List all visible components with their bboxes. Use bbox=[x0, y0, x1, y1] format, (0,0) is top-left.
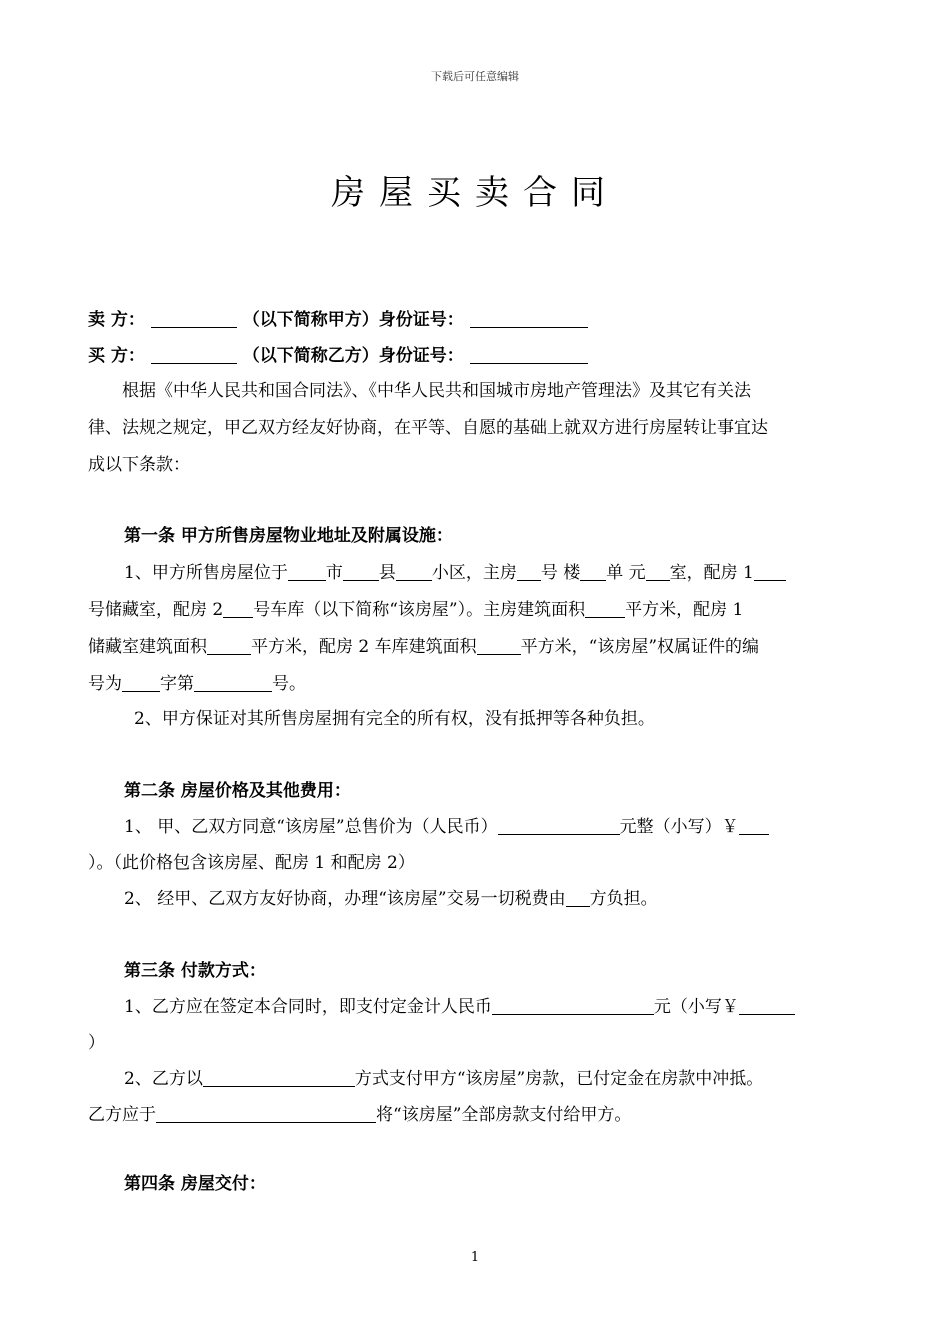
text: 字第 bbox=[160, 674, 194, 694]
text: 号为 bbox=[88, 674, 122, 694]
page-number: 1 bbox=[470, 1250, 480, 1265]
article3-para1-line1 bbox=[124, 995, 795, 1019]
community-blank[interactable] bbox=[396, 562, 432, 581]
text: 平方米，“该房屋”权属证件的编 bbox=[520, 637, 760, 657]
buyer-mid: （以下简称乙方）身份证号： bbox=[242, 346, 464, 366]
text: 1、甲方所售房屋位于 bbox=[124, 563, 288, 583]
price-number-blank[interactable] bbox=[739, 816, 769, 835]
building-blank[interactable] bbox=[517, 562, 541, 581]
main-area-blank[interactable] bbox=[585, 599, 625, 618]
seller-mid: （以下简称甲方）身份证号： bbox=[242, 310, 464, 330]
cert-number-blank[interactable] bbox=[194, 673, 272, 692]
storage-number-blank[interactable] bbox=[754, 562, 786, 581]
header-note: 下载后可任意编辑 bbox=[431, 70, 519, 83]
document-title: 房屋买卖合同 bbox=[331, 173, 619, 213]
article1-para1-line4 bbox=[88, 672, 306, 696]
text: 1、乙方应在签定本合同时，即支付定金计人民币 bbox=[124, 997, 492, 1017]
article1-para1-line1 bbox=[124, 561, 786, 585]
text: 号 楼 bbox=[540, 563, 581, 583]
article4-heading: 第四条 房屋交付： bbox=[124, 1174, 266, 1194]
deposit-number-blank[interactable] bbox=[739, 996, 795, 1015]
text: 将“该房屋”全部房款支付给甲方。 bbox=[376, 1105, 632, 1125]
seller-name-blank[interactable] bbox=[151, 309, 237, 328]
payment-date-blank[interactable] bbox=[156, 1104, 376, 1123]
text: 单 元 bbox=[606, 563, 646, 583]
text: 平方米，配房 1 bbox=[625, 600, 744, 620]
storage-area-blank[interactable] bbox=[207, 636, 251, 655]
buyer-id-blank[interactable] bbox=[470, 345, 588, 364]
article3-para1-line2: ） bbox=[88, 1033, 105, 1053]
payment-method-blank[interactable] bbox=[203, 1068, 355, 1087]
intro-line-3: 成以下条款： bbox=[88, 455, 190, 475]
article1-item2: 2、甲方保证对其所售房屋拥有完全的所有权，没有抵押等各种负担。 bbox=[134, 709, 655, 729]
deposit-words-blank[interactable] bbox=[492, 996, 654, 1015]
text: 小区，主房 bbox=[431, 563, 517, 583]
seller-label: 卖 方： bbox=[88, 310, 145, 330]
article1-heading: 第一条 甲方所售房屋物业地址及附属设施： bbox=[124, 526, 453, 546]
tax-party-blank[interactable] bbox=[566, 888, 590, 907]
text: 2、乙方以 bbox=[124, 1069, 203, 1089]
buyer-line bbox=[88, 344, 588, 368]
text: 室，配房 1 bbox=[669, 563, 754, 583]
text: 1、 甲、乙双方同意“该房屋”总售价为（人民币） bbox=[124, 817, 498, 837]
text: 元（小写￥ bbox=[653, 997, 739, 1017]
text: 号。 bbox=[272, 674, 306, 694]
article2-para2 bbox=[124, 887, 658, 911]
intro-line-1: 根据《中华人民共和国合同法》、《中华人民共和国城市房地产管理法》及其它有关法 bbox=[122, 381, 751, 401]
article3-para2-line1 bbox=[124, 1067, 763, 1091]
article3-heading: 第三条 付款方式： bbox=[124, 961, 266, 981]
city-blank[interactable] bbox=[288, 562, 326, 581]
text: 储藏室建筑面积 bbox=[88, 637, 207, 657]
price-words-blank[interactable] bbox=[498, 816, 620, 835]
text: 乙方应于 bbox=[88, 1105, 156, 1125]
text: 市 bbox=[325, 563, 343, 583]
unit-blank[interactable] bbox=[580, 562, 606, 581]
article1-para1-line3 bbox=[88, 635, 759, 659]
article1-para1-line2 bbox=[88, 598, 743, 622]
text: 2、 经甲、乙双方友好协商，办理“该房屋”交易一切税费由 bbox=[124, 889, 566, 909]
room-blank[interactable] bbox=[646, 562, 670, 581]
cert-prefix-blank[interactable] bbox=[122, 673, 160, 692]
county-blank[interactable] bbox=[343, 562, 379, 581]
text: 号储藏室，配房 2 bbox=[88, 600, 224, 620]
text: 平方米，配房 2 车库建筑面积 bbox=[251, 637, 477, 657]
seller-line bbox=[88, 308, 588, 332]
text: 方负担。 bbox=[589, 889, 658, 909]
text: 号车库（以下简称“该房屋”）。主房建筑面积 bbox=[253, 600, 586, 620]
article3-para2-line2 bbox=[88, 1103, 631, 1127]
garage-number-blank[interactable] bbox=[223, 599, 253, 618]
text: 方式支付甲方“该房屋”房款，已付定金在房款中冲抵。 bbox=[354, 1069, 764, 1089]
article2-para1-line2: ）。（此价格包含该房屋、配房 1 和配房 2） bbox=[88, 853, 415, 873]
text: 县 bbox=[378, 563, 396, 583]
article2-heading: 第二条 房屋价格及其他费用： bbox=[124, 781, 351, 801]
intro-line-2: 律、法规之规定，甲乙双方经友好协商，在平等、自愿的基础上就双方进行房屋转让事宜达 bbox=[88, 418, 768, 438]
article2-para1-line1 bbox=[124, 815, 769, 839]
text: 元整（小写）￥ bbox=[619, 817, 739, 837]
garage-area-blank[interactable] bbox=[477, 636, 521, 655]
buyer-name-blank[interactable] bbox=[151, 345, 237, 364]
seller-id-blank[interactable] bbox=[470, 309, 588, 328]
buyer-label: 买 方： bbox=[88, 346, 145, 366]
